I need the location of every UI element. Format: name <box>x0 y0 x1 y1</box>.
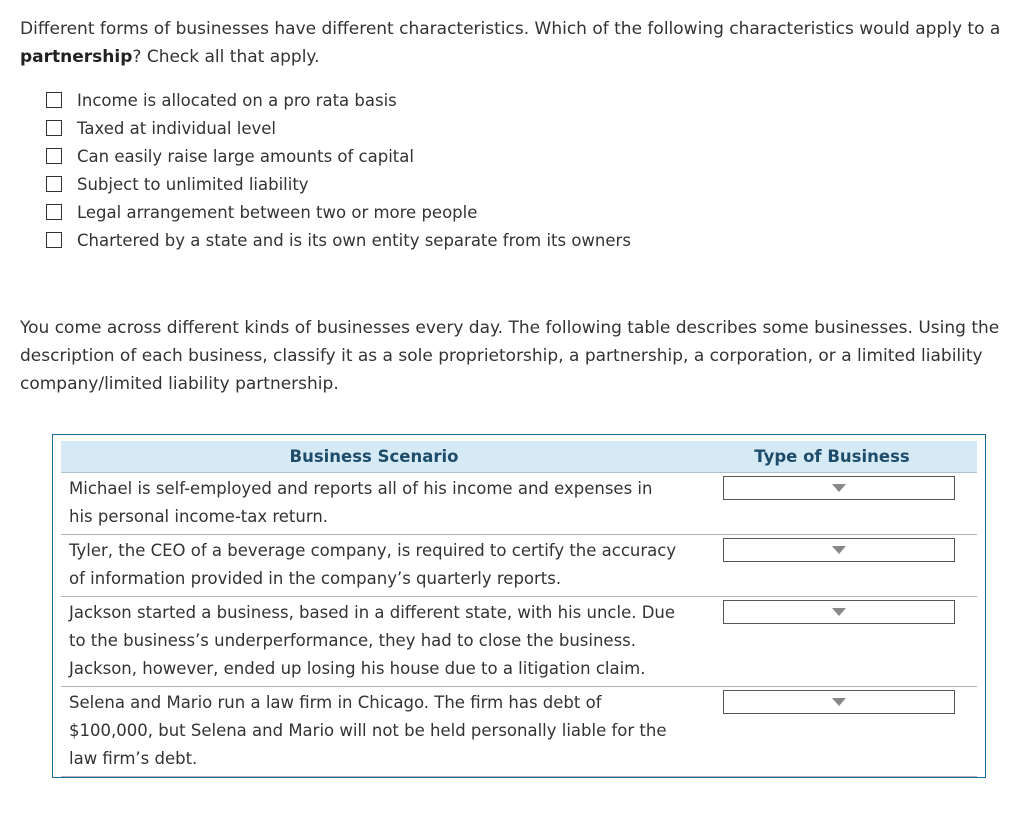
checkbox-option[interactable] <box>46 114 631 142</box>
checkbox-option-label: Income is allocated on a pro rata basis <box>77 90 397 110</box>
checkbox[interactable] <box>46 176 62 192</box>
question-1-prompt <box>20 15 1004 71</box>
prompt-text-before: Different forms of businesses have different characteristics. Which of the following characteristics would apply to a <box>20 19 1001 39</box>
checkbox[interactable] <box>46 148 62 164</box>
checkbox-option-label: Subject to unlimited liability <box>77 174 309 194</box>
header-business-scenario: Business Scenario <box>61 441 687 473</box>
business-type-dropdown[interactable] <box>723 690 955 714</box>
checkbox-option-label: Legal arrangement between two or more people <box>77 202 478 222</box>
checkbox[interactable] <box>46 204 62 220</box>
classification-table <box>61 441 977 777</box>
scenario-cell: Selena and Mario run a law firm in Chicago. The firm has debt of $100,000, but Selena and Mario will not be held personally liable for the law firm’s debt. <box>61 687 687 777</box>
table-row <box>61 687 977 777</box>
prompt-bold-term: partnership <box>20 47 133 67</box>
checkbox-option[interactable] <box>46 142 631 170</box>
table-header-row <box>61 441 977 473</box>
business-type-dropdown[interactable] <box>723 476 955 500</box>
scenario-cell: Michael is self-employed and reports all of his income and expenses in his personal income-tax return. <box>61 473 687 535</box>
checkbox-option[interactable] <box>46 226 631 254</box>
checkbox-option-label: Chartered by a state and is its own entity separate from its owners <box>77 230 631 250</box>
table-row <box>61 597 977 687</box>
type-cell <box>687 535 977 597</box>
checkbox[interactable] <box>46 92 62 108</box>
header-type-of-business: Type of Business <box>687 441 977 473</box>
dropdown-arrow-icon <box>832 698 846 706</box>
checkbox-option[interactable] <box>46 86 631 114</box>
prompt-text-after: ? Check all that apply. <box>132 47 320 67</box>
scenario-cell: Tyler, the CEO of a beverage company, is required to certify the accuracy of information provided in the company’s quarterly reports. <box>61 535 687 597</box>
classification-table-container <box>52 434 986 778</box>
checkbox[interactable] <box>46 120 62 136</box>
scenario-cell: Jackson started a business, based in a different state, with his uncle. Due to the business’s underperformance, they had to close the business. Jackson, however, ended up losing his house due to a litigation claim. <box>61 597 687 687</box>
type-cell <box>687 687 977 777</box>
checkbox[interactable] <box>46 232 62 248</box>
dropdown-arrow-icon <box>832 484 846 492</box>
dropdown-arrow-icon <box>832 608 846 616</box>
type-cell <box>687 473 977 535</box>
checkbox-option[interactable] <box>46 170 631 198</box>
type-cell <box>687 597 977 687</box>
checkbox-option-label: Can easily raise large amounts of capital <box>77 146 414 166</box>
checkbox-options-list <box>46 86 631 254</box>
business-type-dropdown[interactable] <box>723 600 955 624</box>
checkbox-option[interactable] <box>46 198 631 226</box>
dropdown-arrow-icon <box>832 546 846 554</box>
business-type-dropdown[interactable] <box>723 538 955 562</box>
question-2-prompt: You come across different kinds of businesses every day. The following table describes some businesses. Using the description of each business, classify it as a sole proprietorship, a partnership, a corporation, or a limited liability company/limited liability partnership. <box>20 318 1000 394</box>
checkbox-option-label: Taxed at individual level <box>77 118 276 138</box>
table-row <box>61 535 977 597</box>
table-row <box>61 473 977 535</box>
